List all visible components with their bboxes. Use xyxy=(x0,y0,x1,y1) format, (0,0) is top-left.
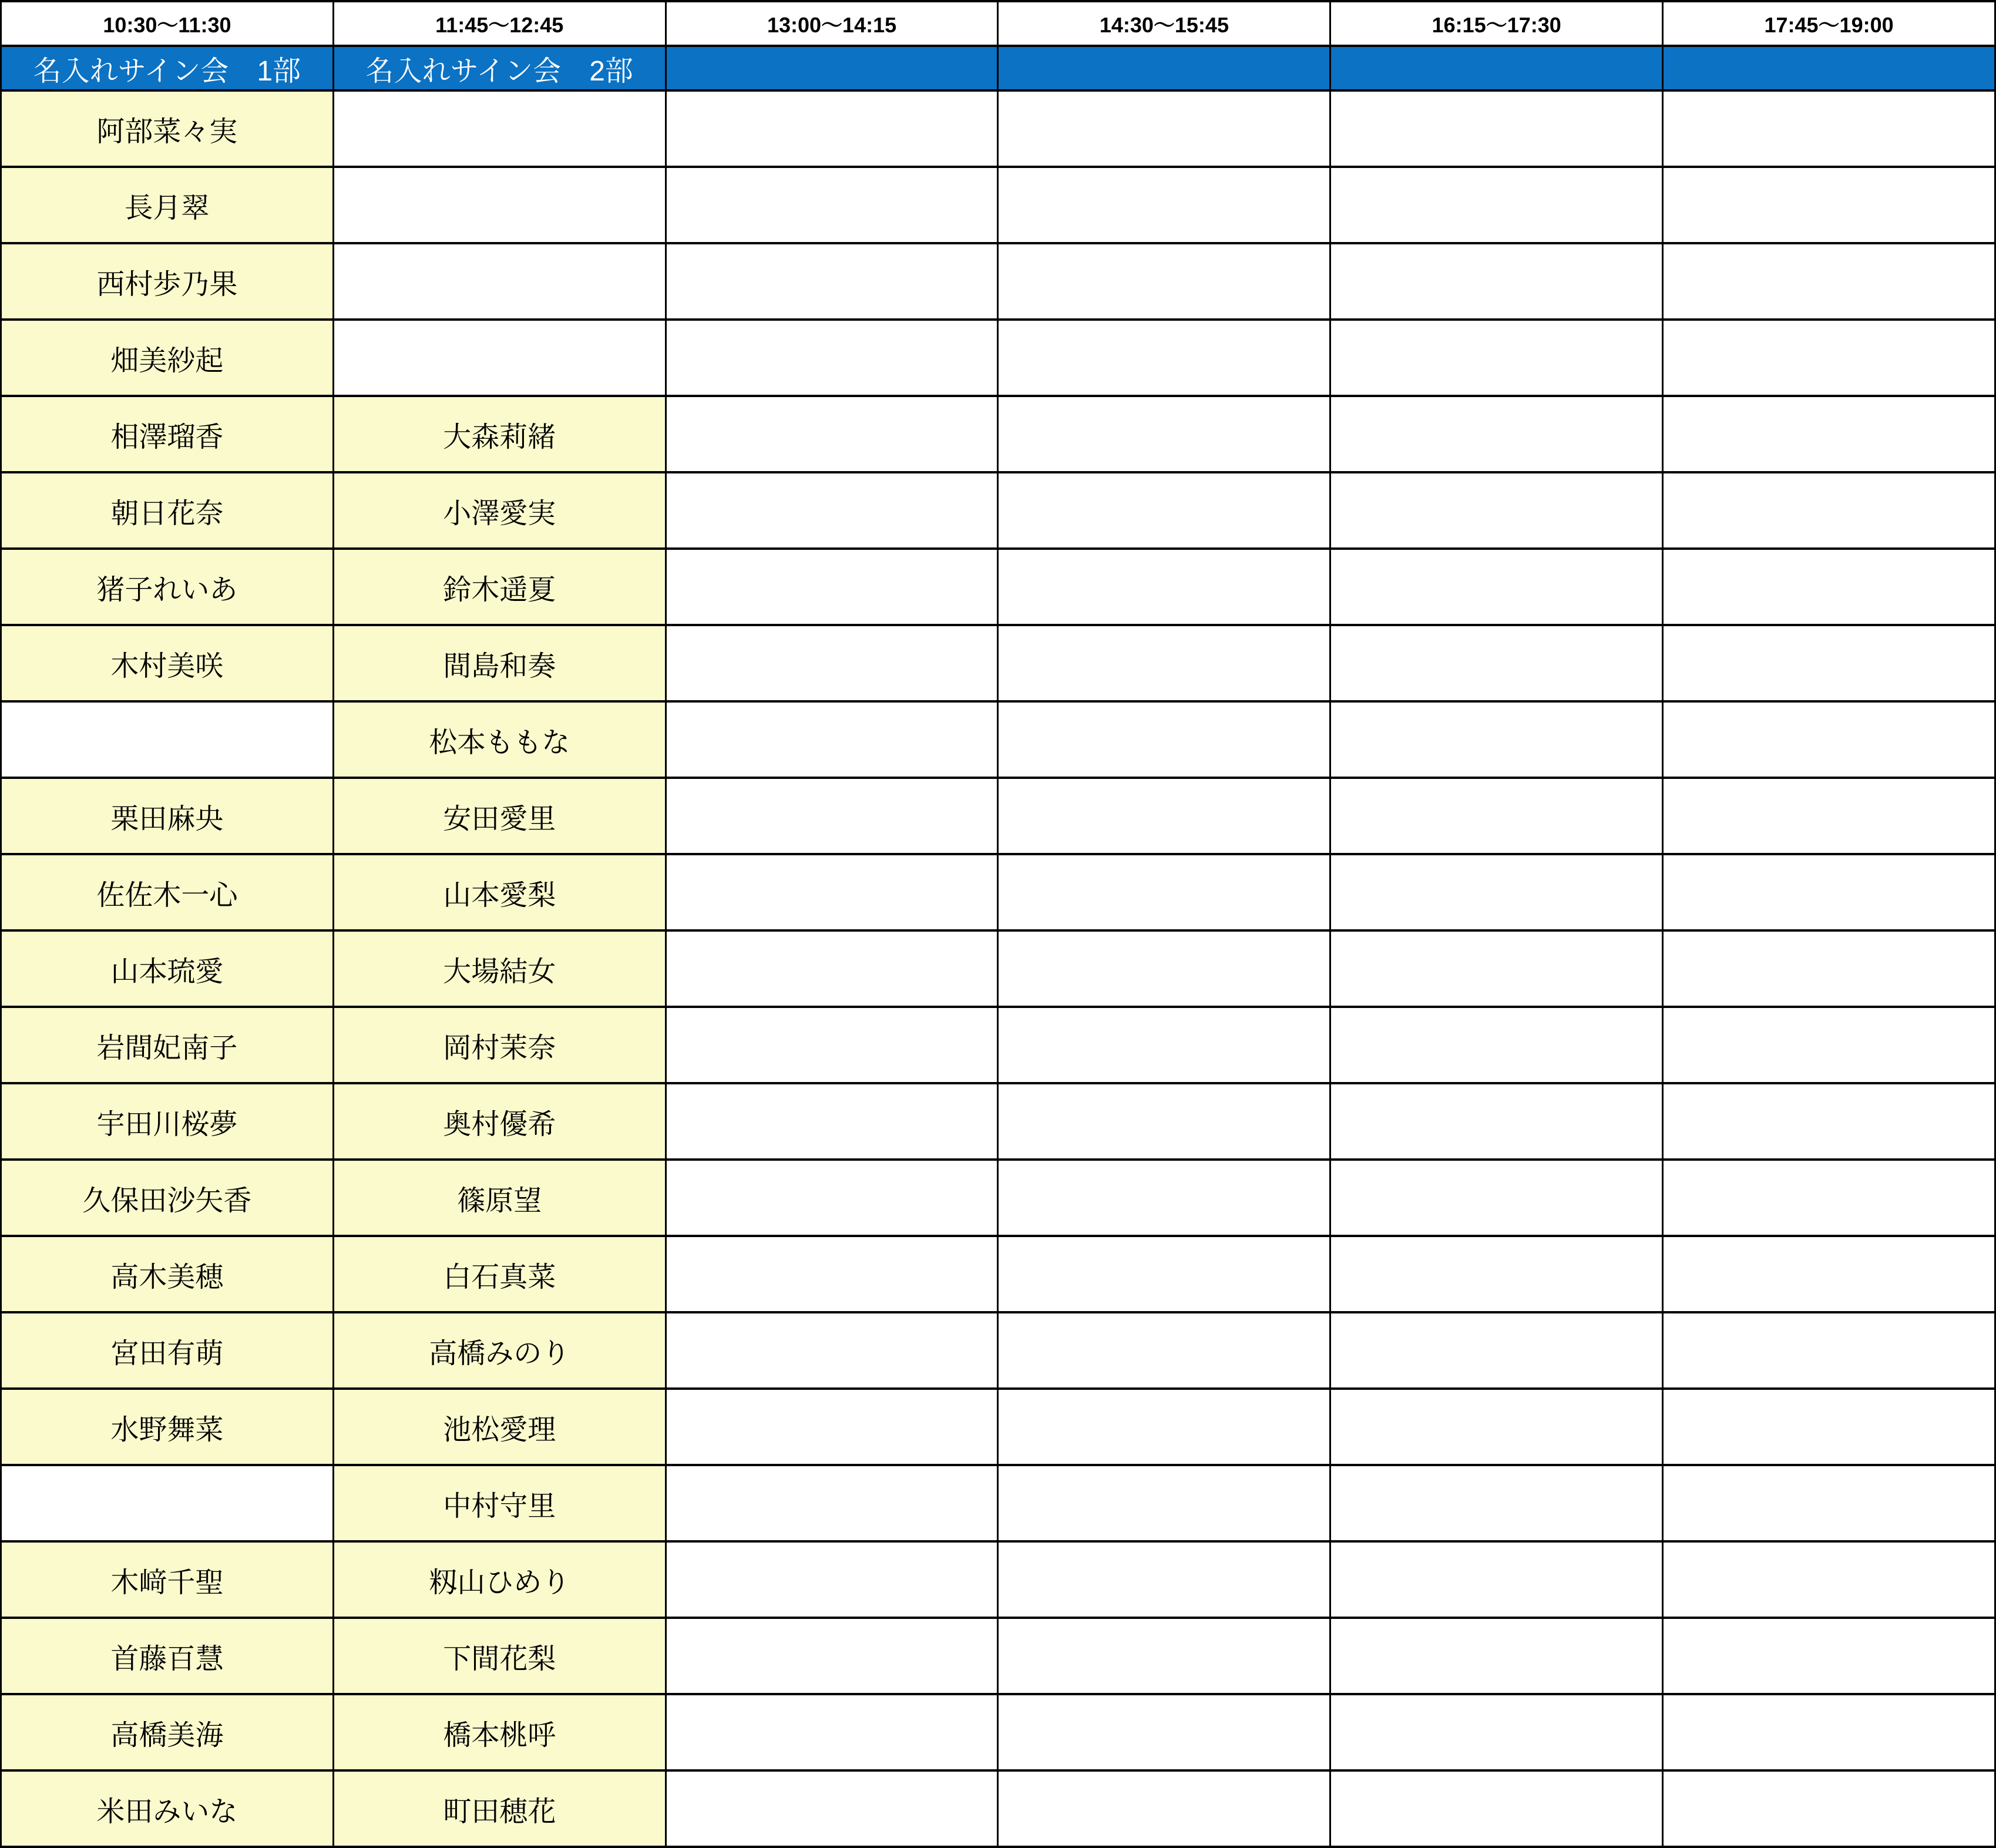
empty-cell xyxy=(1330,1770,1663,1847)
name-cell: 高木美穂 xyxy=(1,1236,334,1312)
empty-cell xyxy=(666,1465,998,1541)
empty-cell xyxy=(998,1618,1330,1694)
empty-cell xyxy=(998,1389,1330,1465)
empty-cell xyxy=(998,1770,1330,1847)
name-cell xyxy=(1,701,334,778)
empty-cell xyxy=(1330,1694,1663,1770)
name-cell: 松本ももな xyxy=(333,701,666,778)
empty-cell xyxy=(1663,320,1995,396)
empty-cell xyxy=(1663,930,1995,1007)
name-cell: 高橋美海 xyxy=(1,1694,334,1770)
name-cell xyxy=(333,243,666,320)
name-cell: 佐佐木一心 xyxy=(1,854,334,930)
empty-cell xyxy=(1663,1770,1995,1847)
schedule-row xyxy=(1,1160,1995,1236)
empty-cell xyxy=(1330,396,1663,472)
schedule-row xyxy=(1,549,1995,625)
name-cell: 鈴木遥夏 xyxy=(333,549,666,625)
empty-cell xyxy=(1330,1618,1663,1694)
empty-cell xyxy=(998,167,1330,243)
schedule-row xyxy=(1,167,1995,243)
name-cell: 西村歩乃果 xyxy=(1,243,334,320)
empty-cell xyxy=(1330,1236,1663,1312)
name-cell: 木村美咲 xyxy=(1,625,334,701)
empty-cell xyxy=(1663,549,1995,625)
empty-cell xyxy=(1330,167,1663,243)
name-cell: 岡村茉奈 xyxy=(333,1007,666,1083)
empty-cell xyxy=(1330,1007,1663,1083)
name-cell: 猪子れいあ xyxy=(1,549,334,625)
empty-cell xyxy=(666,1083,998,1160)
name-cell: 大場結女 xyxy=(333,930,666,1007)
empty-cell xyxy=(1663,1389,1995,1465)
empty-cell xyxy=(1330,778,1663,854)
name-cell: 木﨑千聖 xyxy=(1,1541,334,1618)
name-cell: 町田穂花 xyxy=(333,1770,666,1847)
empty-cell xyxy=(998,1236,1330,1312)
event-label-row xyxy=(1,46,1995,90)
empty-cell xyxy=(998,1083,1330,1160)
schedule-row xyxy=(1,243,1995,320)
empty-cell xyxy=(666,1541,998,1618)
empty-cell xyxy=(1330,472,1663,549)
empty-cell xyxy=(1663,167,1995,243)
empty-cell xyxy=(998,549,1330,625)
empty-cell xyxy=(998,854,1330,930)
empty-cell xyxy=(666,701,998,778)
name-cell: 篠原望 xyxy=(333,1160,666,1236)
name-cell: 下間花梨 xyxy=(333,1618,666,1694)
empty-cell xyxy=(1330,1465,1663,1541)
name-cell: 栗田麻央 xyxy=(1,778,334,854)
name-cell: 畑美紗起 xyxy=(1,320,334,396)
empty-cell xyxy=(998,472,1330,549)
empty-cell xyxy=(666,1312,998,1389)
name-cell: 米田みいな xyxy=(1,1770,334,1847)
name-cell: 相澤瑠香 xyxy=(1,396,334,472)
empty-cell xyxy=(666,167,998,243)
empty-cell xyxy=(666,1236,998,1312)
empty-cell xyxy=(1330,1083,1663,1160)
empty-cell xyxy=(998,701,1330,778)
schedule-row xyxy=(1,854,1995,930)
empty-cell xyxy=(998,930,1330,1007)
empty-cell xyxy=(666,396,998,472)
time-slot-header: 14:30～15:45 xyxy=(998,1,1330,46)
empty-cell xyxy=(1663,1007,1995,1083)
name-cell: 山本琉愛 xyxy=(1,930,334,1007)
empty-cell xyxy=(666,854,998,930)
empty-cell xyxy=(1330,701,1663,778)
empty-cell xyxy=(1663,1465,1995,1541)
empty-cell xyxy=(666,90,998,167)
schedule-row xyxy=(1,90,1995,167)
empty-cell xyxy=(998,396,1330,472)
empty-cell xyxy=(1330,854,1663,930)
schedule-row xyxy=(1,1694,1995,1770)
name-cell: 籾山ひめり xyxy=(333,1541,666,1618)
schedule-row xyxy=(1,472,1995,549)
empty-cell xyxy=(998,1465,1330,1541)
empty-cell xyxy=(1663,625,1995,701)
empty-cell xyxy=(1330,930,1663,1007)
empty-cell xyxy=(1330,1160,1663,1236)
empty-cell xyxy=(998,320,1330,396)
empty-cell xyxy=(1663,1083,1995,1160)
schedule-row xyxy=(1,1465,1995,1541)
empty-cell xyxy=(1330,320,1663,396)
schedule-row xyxy=(1,1007,1995,1083)
name-cell: 奥村優希 xyxy=(333,1083,666,1160)
empty-cell xyxy=(998,1160,1330,1236)
empty-cell xyxy=(998,1694,1330,1770)
schedule-row xyxy=(1,396,1995,472)
empty-cell xyxy=(1330,90,1663,167)
empty-cell xyxy=(1663,1236,1995,1312)
empty-cell xyxy=(666,1770,998,1847)
empty-cell xyxy=(666,625,998,701)
name-cell: 宇田川桜夢 xyxy=(1,1083,334,1160)
schedule-row xyxy=(1,320,1995,396)
empty-cell xyxy=(1330,1312,1663,1389)
name-cell: 首藤百慧 xyxy=(1,1618,334,1694)
empty-cell xyxy=(998,1007,1330,1083)
name-cell: 橋本桃呼 xyxy=(333,1694,666,1770)
empty-cell xyxy=(1663,701,1995,778)
empty-cell xyxy=(1663,854,1995,930)
empty-cell xyxy=(666,472,998,549)
name-cell: 岩間妃南子 xyxy=(1,1007,334,1083)
time-header-row xyxy=(1,1,1995,46)
name-cell: 長月翠 xyxy=(1,167,334,243)
time-slot-header: 16:15～17:30 xyxy=(1330,1,1663,46)
empty-cell xyxy=(998,778,1330,854)
time-slot-header: 13:00～14:15 xyxy=(666,1,998,46)
schedule-row xyxy=(1,1770,1995,1847)
empty-cell xyxy=(1663,1160,1995,1236)
name-cell: 久保田沙矢香 xyxy=(1,1160,334,1236)
empty-cell xyxy=(1330,243,1663,320)
name-cell: 高橋みのり xyxy=(333,1312,666,1389)
empty-cell xyxy=(1663,1618,1995,1694)
empty-cell xyxy=(998,625,1330,701)
name-cell xyxy=(333,320,666,396)
empty-cell xyxy=(1663,1541,1995,1618)
empty-cell xyxy=(666,1389,998,1465)
time-slot-header: 10:30～11:30 xyxy=(1,1,334,46)
name-cell: 山本愛梨 xyxy=(333,854,666,930)
schedule-row xyxy=(1,1236,1995,1312)
empty-cell xyxy=(1663,243,1995,320)
name-cell: 池松愛理 xyxy=(333,1389,666,1465)
empty-cell xyxy=(1330,625,1663,701)
empty-cell xyxy=(666,1160,998,1236)
empty-cell xyxy=(1663,778,1995,854)
name-cell xyxy=(333,90,666,167)
event-label-cell: 名入れサイン会 1部 xyxy=(1,46,334,90)
empty-cell xyxy=(1663,472,1995,549)
name-cell: 中村守里 xyxy=(333,1465,666,1541)
name-cell: 小澤愛実 xyxy=(333,472,666,549)
empty-cell xyxy=(666,1694,998,1770)
empty-cell xyxy=(1330,1389,1663,1465)
name-cell xyxy=(333,167,666,243)
name-cell: 大森莉緒 xyxy=(333,396,666,472)
empty-cell xyxy=(666,243,998,320)
event-label-cell-empty xyxy=(998,46,1330,90)
name-cell: 宮田有萌 xyxy=(1,1312,334,1389)
empty-cell xyxy=(998,1312,1330,1389)
name-cell: 朝日花奈 xyxy=(1,472,334,549)
name-cell: 水野舞菜 xyxy=(1,1389,334,1465)
time-slot-header: 17:45～19:00 xyxy=(1663,1,1995,46)
event-label-cell-empty xyxy=(666,46,998,90)
schedule-row xyxy=(1,701,1995,778)
empty-cell xyxy=(1663,1312,1995,1389)
event-label-cell-empty xyxy=(1663,46,1995,90)
name-cell: 白石真菜 xyxy=(333,1236,666,1312)
empty-cell xyxy=(666,320,998,396)
schedule-row xyxy=(1,778,1995,854)
name-cell xyxy=(1,1465,334,1541)
empty-cell xyxy=(666,1618,998,1694)
schedule-row xyxy=(1,1312,1995,1389)
empty-cell xyxy=(666,778,998,854)
schedule-row xyxy=(1,1389,1995,1465)
empty-cell xyxy=(1330,549,1663,625)
empty-cell xyxy=(1330,1541,1663,1618)
name-cell: 安田愛里 xyxy=(333,778,666,854)
empty-cell xyxy=(1663,90,1995,167)
event-label-cell-empty xyxy=(1330,46,1663,90)
empty-cell xyxy=(998,90,1330,167)
empty-cell xyxy=(1663,396,1995,472)
empty-cell xyxy=(998,243,1330,320)
schedule-row xyxy=(1,625,1995,701)
name-cell: 間島和奏 xyxy=(333,625,666,701)
empty-cell xyxy=(666,549,998,625)
empty-cell xyxy=(1663,1694,1995,1770)
schedule-row xyxy=(1,1541,1995,1618)
schedule-row xyxy=(1,1618,1995,1694)
event-label-cell: 名入れサイン会 2部 xyxy=(333,46,666,90)
time-slot-header: 11:45～12:45 xyxy=(333,1,666,46)
empty-cell xyxy=(666,930,998,1007)
schedule-row xyxy=(1,1083,1995,1160)
empty-cell xyxy=(998,1541,1330,1618)
name-cell: 阿部菜々実 xyxy=(1,90,334,167)
schedule-row xyxy=(1,930,1995,1007)
empty-cell xyxy=(666,1007,998,1083)
